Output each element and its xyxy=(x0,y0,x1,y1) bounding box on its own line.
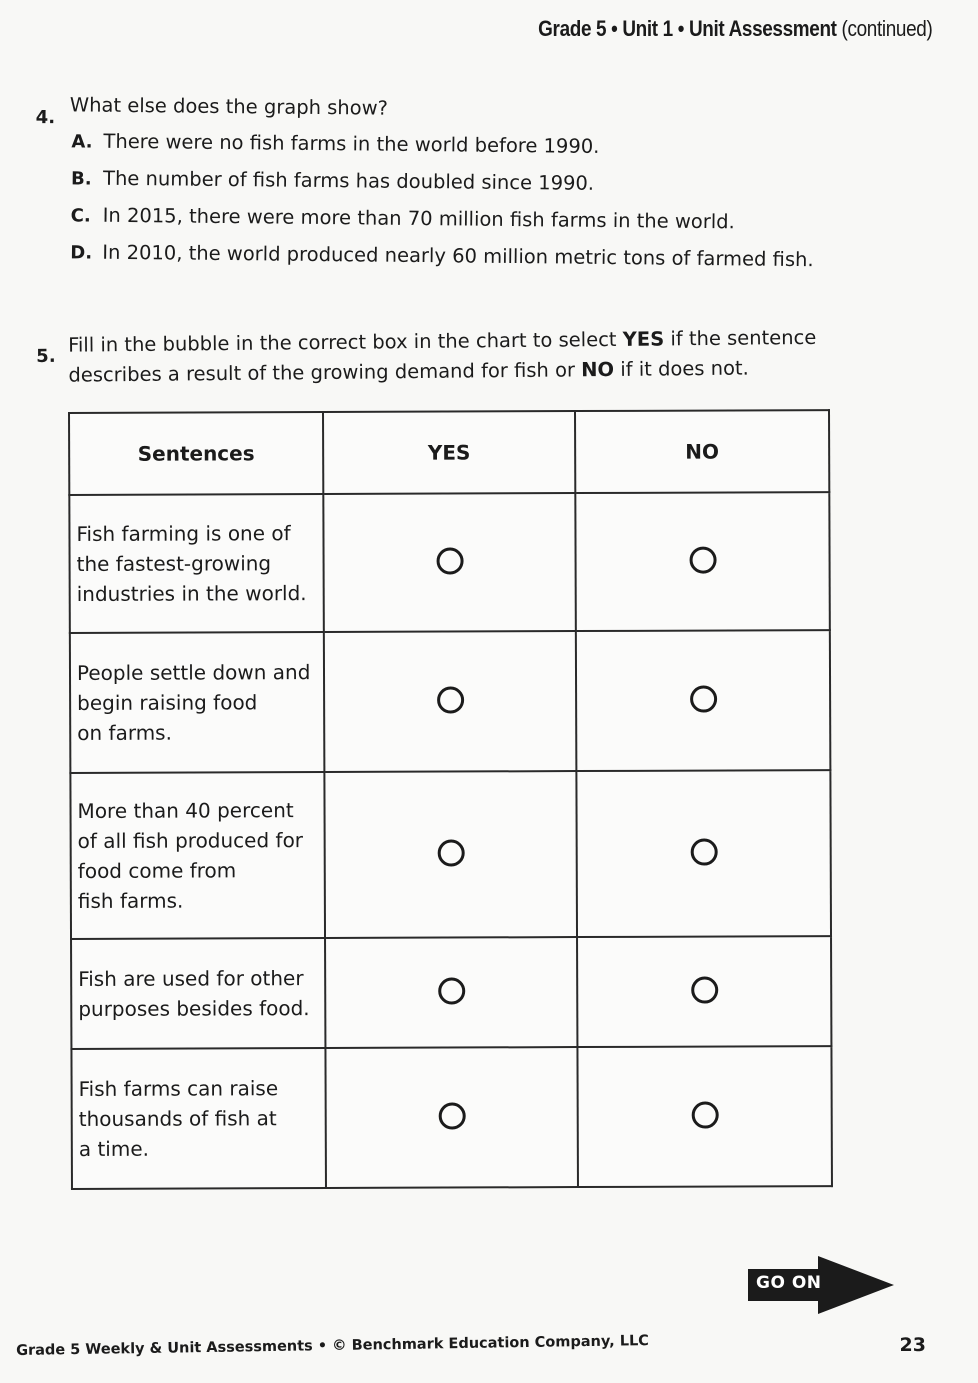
yes-bubble[interactable] xyxy=(438,1102,465,1129)
option-c[interactable] xyxy=(71,202,735,234)
option-c-letter: C. xyxy=(70,205,91,227)
sentence-cell: Fish are used for other purposes besides food. xyxy=(71,938,325,1049)
option-a[interactable] xyxy=(71,128,599,159)
go-on-label: GO ON xyxy=(756,1273,822,1293)
option-b-text: The number of fish farms has doubled since 1990. xyxy=(102,166,595,195)
chart-header-row xyxy=(69,410,829,495)
table-row xyxy=(69,492,830,633)
yes-bubble[interactable] xyxy=(436,547,463,574)
yes-cell xyxy=(325,937,577,1048)
no-cell xyxy=(575,492,830,631)
page-header: Grade 5 • Unit 1 • Unit Assessment (continued) xyxy=(537,16,932,41)
header-grade: Grade 5 xyxy=(537,16,606,41)
yes-cell xyxy=(324,771,577,938)
no-bubble[interactable] xyxy=(690,838,717,865)
option-b[interactable] xyxy=(71,165,594,196)
header-assessment: Unit Assessment xyxy=(688,16,837,41)
yes-bubble[interactable] xyxy=(438,977,465,1004)
yes-bubble[interactable] xyxy=(437,839,464,866)
option-d[interactable] xyxy=(70,239,814,272)
no-bubble[interactable] xyxy=(691,976,718,1003)
no-bubble[interactable] xyxy=(691,1101,718,1128)
no-bubble[interactable] xyxy=(690,685,717,712)
sentence-cell: Fish farms can raise thousands of fish at a time. xyxy=(71,1048,326,1189)
option-a-text: There were no fish farms in the world before 1990. xyxy=(103,129,600,158)
sentence-cell: People settle down and begin raising food on farms. xyxy=(70,632,325,773)
page-number: 23 xyxy=(899,1334,926,1356)
no-cell xyxy=(577,1046,832,1187)
header-yes: YES xyxy=(323,411,575,494)
answer-chart xyxy=(68,409,833,1190)
sentence-cell: Fish farming is one of the fastest-growing industries in the world. xyxy=(69,494,324,633)
option-c-text: In 2015, there were more than 70 million fish farms in the world. xyxy=(102,203,735,234)
table-row xyxy=(71,936,831,1049)
question-5-line-1: Fill in the bubble in the correct box in the chart to select YES if the sentence xyxy=(68,325,817,357)
arrow-right-icon xyxy=(818,1256,894,1314)
question-4-number: 4. xyxy=(35,106,56,129)
table-row xyxy=(70,770,831,939)
no-cell xyxy=(577,936,831,1047)
yes-cell xyxy=(324,631,577,772)
header-sentences: Sentences xyxy=(69,412,323,495)
option-d-letter: D. xyxy=(70,242,93,264)
header-no: NO xyxy=(575,410,829,493)
go-on-button[interactable] xyxy=(748,1256,898,1314)
option-a-letter: A. xyxy=(71,131,93,153)
yes-cell xyxy=(325,1047,578,1188)
no-bubble[interactable] xyxy=(689,546,716,573)
no-cell xyxy=(576,630,831,771)
question-5-line-2: describes a result of the growing demand for fish or NO if it does not. xyxy=(68,356,749,387)
option-d-text: In 2010, the world produced nearly 60 million metric tons of farmed fish. xyxy=(102,240,814,272)
yes-bubble[interactable] xyxy=(437,686,464,713)
sentence-cell: More than 40 percent of all fish produced for food come from fish farms. xyxy=(70,772,325,939)
table-row xyxy=(70,630,831,773)
header-unit: Unit 1 xyxy=(621,16,673,41)
no-keyword: NO xyxy=(581,357,615,382)
question-4-stem: What else does the graph show? xyxy=(69,93,389,120)
yes-cell xyxy=(323,493,576,632)
footer-text: Grade 5 Weekly & Unit Assessments • © Benchmark Education Company, LLC xyxy=(16,1333,650,1359)
option-b-letter: B. xyxy=(70,168,92,190)
table-row xyxy=(71,1046,832,1189)
yes-keyword: YES xyxy=(622,327,665,351)
no-cell xyxy=(576,770,831,937)
header-continued: (continued) xyxy=(841,16,932,41)
question-5-number: 5. xyxy=(36,345,56,367)
